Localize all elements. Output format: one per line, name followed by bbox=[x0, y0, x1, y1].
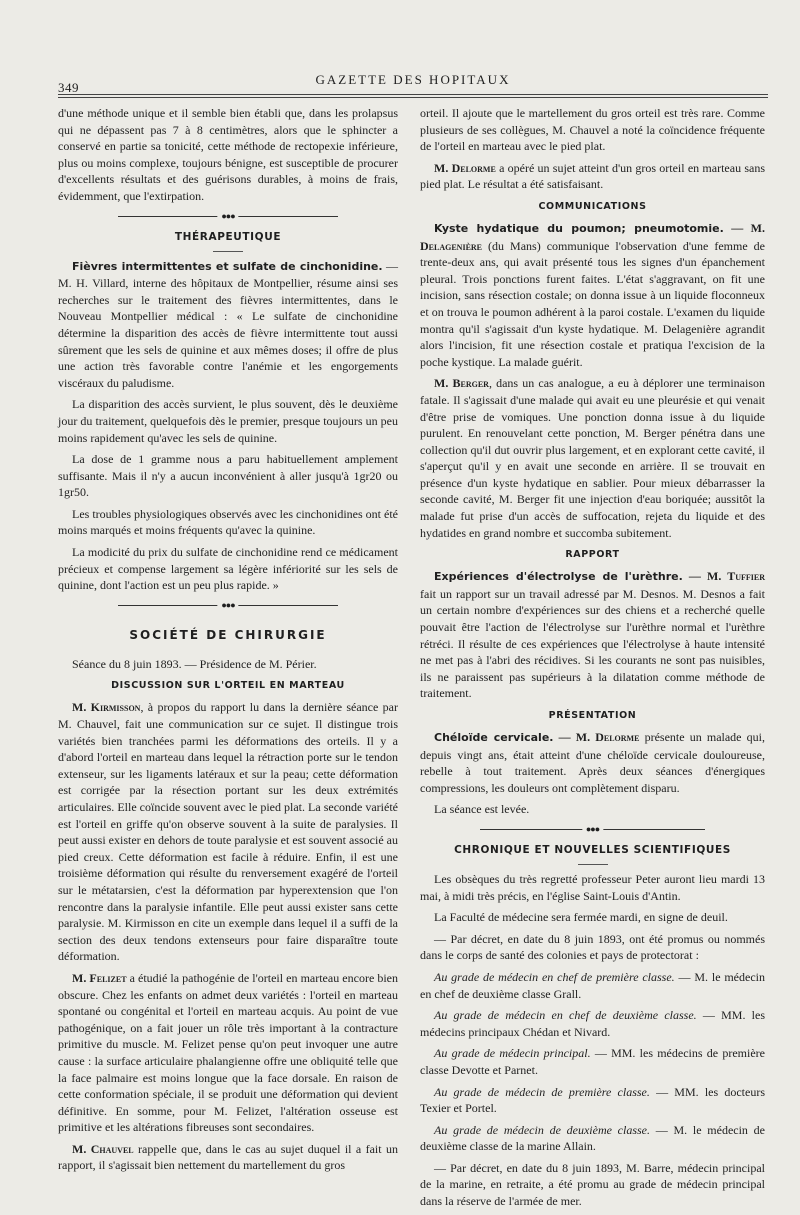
cheloide-paragraph bbox=[420, 729, 765, 796]
running-title: GAZETTE DES HOPITAUX bbox=[315, 72, 511, 87]
article-title-cheloide: Chéloïde cervicale. bbox=[434, 731, 554, 744]
promotion-names: — M. le médecin de deuxième classe de la marine Allain. bbox=[420, 1122, 765, 1154]
paragraph: — Par décret, en date du 8 juin 1893, M. Barre, médecin principal de la marine, en retraite, a été promu au grade de médecin principal dans la réserve de l'armée de mer. bbox=[420, 1160, 765, 1209]
grade-label: Au grade de médecin de deuxième classe. bbox=[434, 1122, 651, 1137]
speaker-text: présente un malade qui, depuis vingt ans, était atteint d'une chéloïde cervicale douloureuse, rebelle à tout traitement. Après deux séances d'énergiques compressions, les douleurs ont complètement disparu. bbox=[420, 730, 765, 795]
promotion-names: — MM. les médecins principaux Chédan et Nivard. bbox=[420, 1008, 766, 1039]
chauvel-paragraph bbox=[58, 1141, 398, 1174]
subheading-discussion: DISCUSSION SUR L'ORTEIL EN MARTEAU bbox=[111, 680, 345, 692]
kirmisson-paragraph bbox=[58, 699, 398, 965]
speaker-text: , dans un cas analogue, a eu à déplorer une terminaison fatale. Il s'agissait d'une malade qui avait eu une pleurésie et qui venait d'être prise de vomiques. Une ponction donna issue à du liquide purulent. En renouvelant cette ponction, M. Berger pénétra dans une collection qu'il dut ouvrir plus largement, et en explorant cette cavité, il s'aperçut qu'il y en avait une seconde en arrière. Il se trouvait en présence d'un kyste hydatique en sablier. Pour mieux débarrasser la seconde cavité, M. Berger fit une injection d'eau boriquée; aussitôt la malade fut prise d'un accès de suffocation, rejeta du liquide et des hydatides en grand nombre et succomba subitement. bbox=[420, 376, 765, 540]
page-header bbox=[58, 72, 768, 95]
paragraph: orteil. Il ajoute que le martellement du gros orteil est très rare. Comme plusieurs de ses collègues, M. Chauvel a noté la coïncidence fréquente de l'orteil en marteau avec le pied plat. bbox=[420, 106, 765, 154]
speaker-text: (du Mans) communique l'observation d'une femme de trente-deux ans, qui avait présenté tous les signes d'un épanchement pleural. Trois ponctions furent faites. L'état s'aggravant, on fit une incision, sans résection costale; on donna issue à un liquide floconneux et on trouva le poumon adhérent à la paroi costale. L'examen du liquide montra qu'il s'agissait d'un kyste hydatique. M. Delagenière agrandit alors l'incision, fit une résection costale et pratiqua l'excision de la poche kystique. La malade guérit. bbox=[420, 238, 765, 369]
promotion-names: — MM. les médecins de première classe Devotte et Parnet. bbox=[420, 1046, 765, 1077]
right-column bbox=[420, 105, 765, 1215]
grade-label: Au grade de médecin de première classe. bbox=[434, 1084, 650, 1099]
fievres-paragraph bbox=[58, 258, 398, 392]
subheading-rapport: RAPPORT bbox=[565, 549, 620, 561]
speaker-text: fait un rapport sur un travail adressé par M. Desnos. M. Desnos a fait un certain nombre d'expériences sur des chiens et a recherché quelle pouvait être l'action de l'électrolyse sur l'urèthre normal et l'urèthre rétréci. Il résulte de ces expériences que l'électrolyse à haute intensité ne met pas à l'abri des récidives. Si les courants ne sont pas nuisibles, ils ne paraissent pas supérieurs à la dilatation comme méthode de traitement. bbox=[420, 586, 765, 701]
section-divider: ●●● bbox=[118, 211, 338, 221]
felizet-paragraph bbox=[58, 970, 398, 1136]
header-rule bbox=[58, 94, 768, 95]
article-title-kyste: Kyste hydatique du poumon; pneumotomie. bbox=[434, 221, 724, 235]
header-rule-double bbox=[58, 97, 768, 98]
speaker-name: M. Kirmisson bbox=[72, 700, 141, 715]
promotion-entry bbox=[420, 1007, 765, 1040]
promotion-entry bbox=[420, 1084, 765, 1117]
berger-paragraph bbox=[420, 375, 765, 541]
small-divider bbox=[213, 251, 243, 252]
grade-label: Au grade de médecin en chef de deuxième classe. bbox=[434, 1008, 697, 1023]
promotion-entry bbox=[420, 969, 765, 1002]
delorme-paragraph bbox=[420, 160, 765, 193]
subheading-communications: COMMUNICATIONS bbox=[538, 200, 647, 212]
speaker-name: M. Chauvel bbox=[72, 1141, 134, 1156]
paragraph: La Faculté de médecine sera fermée mardi, en signe de deuil. bbox=[434, 910, 728, 925]
promotion-entry bbox=[420, 1045, 765, 1078]
speaker-text: rappelle que, dans le cas au sujet duquel il a fait un rapport, il s'agissait bien nettement du martellement du gros bbox=[58, 1141, 398, 1173]
fievres-text: — M. H. Villard, interne des hôpitaux de Montpellier, résume ainsi ses recherches sur le traitement des fièvres intermittentes, dans le Nouveau Montpellier médical : « Le sulfate de cinchonidine détermine la disparition des accès de fièvre intermittente tout aussi sûrement que les sels de quinine et aux mêmes doses; il offre de plus une action très favorable contre l'anémie et les engorgements viscéraux du paludisme. bbox=[58, 258, 398, 390]
speaker-name: M. Berger bbox=[434, 376, 489, 391]
article-title-experiences: Expériences d'électrolyse de l'urèthre. bbox=[434, 570, 683, 584]
grade-label: Au grade de médecin en chef de première classe. bbox=[434, 969, 675, 984]
section-divider: ●●● bbox=[118, 600, 338, 610]
grade-label: Au grade de médecin principal. bbox=[434, 1046, 591, 1061]
kyste-paragraph bbox=[420, 220, 765, 370]
promotion-names: — M. le médecin en chef de deuxième classe Grall. bbox=[420, 969, 765, 1001]
paragraph: La modicité du prix du sulfate de cinchonidine rend ce médicament précieux et compense largement sa légère infériorité sur les sels de quinine, dont l'action est un peu plus rapide. » bbox=[58, 545, 398, 593]
section-heading-societe: SOCIÉTÉ DE CHIRURGIE bbox=[129, 627, 327, 642]
speaker-name: — M. Delagenière bbox=[420, 220, 765, 253]
paragraph: Les obsèques du très regretté professeur Peter auront lieu mardi 13 mai, à midi très précis, en l'église Saint-Louis d'Antin. bbox=[420, 871, 765, 903]
promotion-entry bbox=[420, 1122, 765, 1155]
section-heading-therapeutique: THÉRAPEUTIQUE bbox=[174, 230, 282, 243]
section-divider: ●●● bbox=[480, 824, 705, 834]
speaker-text: a étudié la pathogénie de l'orteil en marteau encore bien obscure. Chez les enfants on admet deux variétés : l'orteil en marteau spontané ou congénital et l'orteil en marteau acquis. Au point de vue pathogénique, on a fait jouer un rôle très important à la contracture primitive du muscle. M. Felizet pense qu'on peut invoquer une autre cause : la surface articulaire phalangienne offre une obliquité telle que la face palmaire est moins longue que la face dorsale. En raison de cette conformation spéciale, il se produit une déformation qui devient définitive. En somme, pour M. Felizet, l'altération osseuse est primitive et les altérations fibreuses sont secondaires. bbox=[58, 970, 399, 1135]
paragraph: Les troubles physiologiques observés avec les cinchonidines ont été moins marqués et moins fréquents qu'avec la quinine. bbox=[58, 506, 398, 538]
promotion-names: — MM. les docteurs Texier et Portel. bbox=[420, 1084, 765, 1116]
seance-levee: La séance est levée. bbox=[434, 802, 530, 817]
speaker-name: M. Delorme bbox=[434, 160, 496, 175]
speaker-name: M. Felizet bbox=[72, 970, 127, 985]
speaker-text: a opéré un sujet atteint d'un gros orteil en marteau sans pied plat. Le résultat a été satisfaisant. bbox=[420, 160, 765, 192]
experiences-paragraph bbox=[420, 568, 765, 702]
article-title-fievres: Fièvres intermittentes et sulfate de cinchonidine. bbox=[72, 259, 383, 273]
page-number: 349 bbox=[58, 80, 79, 95]
speaker-text: , à propos du rapport lu dans la dernière séance par M. Chauvel, fait une communication sur ce sujet. Il distingue trois variétés bien tranchées parmi les déformations des orteils. Il y a d'abord l'orteil en marteau dans lequel la rétraction porte sur le tendon extenseur, sur les ligaments latéraux et sur la peau; cette déformation est corrigée par la résection portant sur les deux extrémités articulaires. Elle coïncide souvent avec le pied plat. La seconde variété est l'orteil en griffe qu'on observe souvent à la suite de paralysies. Il peut aussi exister en dehors de toute paralysie et est souvent associé au pied creux. Cette déformation est facile à réduire. Enfin, il est une troisième déformation qui résulte du renversement exagéré de l'orteil sur le métatarsien, c'est la déformation par hyperextension que l'on rencontre dans la paralysie infantile. Elle peut aussi exister sans cette paralysie. M. Kirmisson en cite un exemple dans lequel il a suffi de la section des deux tendons extenseurs pour faire disparaître toute déformation. bbox=[58, 700, 398, 964]
section-heading-chronique: CHRONIQUE ET NOUVELLES SCIENTIFIQUES bbox=[454, 843, 731, 856]
rectopexie-paragraph: d'une méthode unique et il semble bien établi que, dans les prolapsus qui ne dépassent pas 7 à 8 centimètres, alors que le sphincter a conservé en partie sa tonicité, cette méthode de rectopexie inférieure, plus ou moins complexe, toujours bénigne, est susceptible de procurer d'excellents résultats et des guérisons durables, à moins de frais, évidemment, que l'extirpation. bbox=[58, 106, 398, 203]
paragraph: La dose de 1 gramme nous a paru habituellement amplement suffisante. Mais il n'y a aucun inconvénient à aller jusqu'à 1gr20 ou 1gr50. bbox=[58, 452, 398, 500]
speaker-name: — M. Tuffier bbox=[682, 569, 766, 584]
small-divider bbox=[578, 864, 608, 865]
paragraph: — Par décret, en date du 8 juin 1893, ont été promus ou nommés dans le corps de santé des colonies et pays de protectorat : bbox=[420, 931, 765, 963]
subheading-presentation: PRÉSENTATION bbox=[548, 710, 637, 721]
paragraph: La disparition des accès survient, le plus souvent, dès le deuxième jour du traitement, quelquefois dès le premier, presque toujours un peu moins rapidement qu'avec les sels de quinine. bbox=[58, 397, 398, 445]
speaker-name: — M. Delorme bbox=[553, 730, 640, 744]
left-column bbox=[58, 105, 398, 1179]
seance-line: Séance du 8 juin 1893. — Présidence de M. Périer. bbox=[72, 656, 317, 671]
